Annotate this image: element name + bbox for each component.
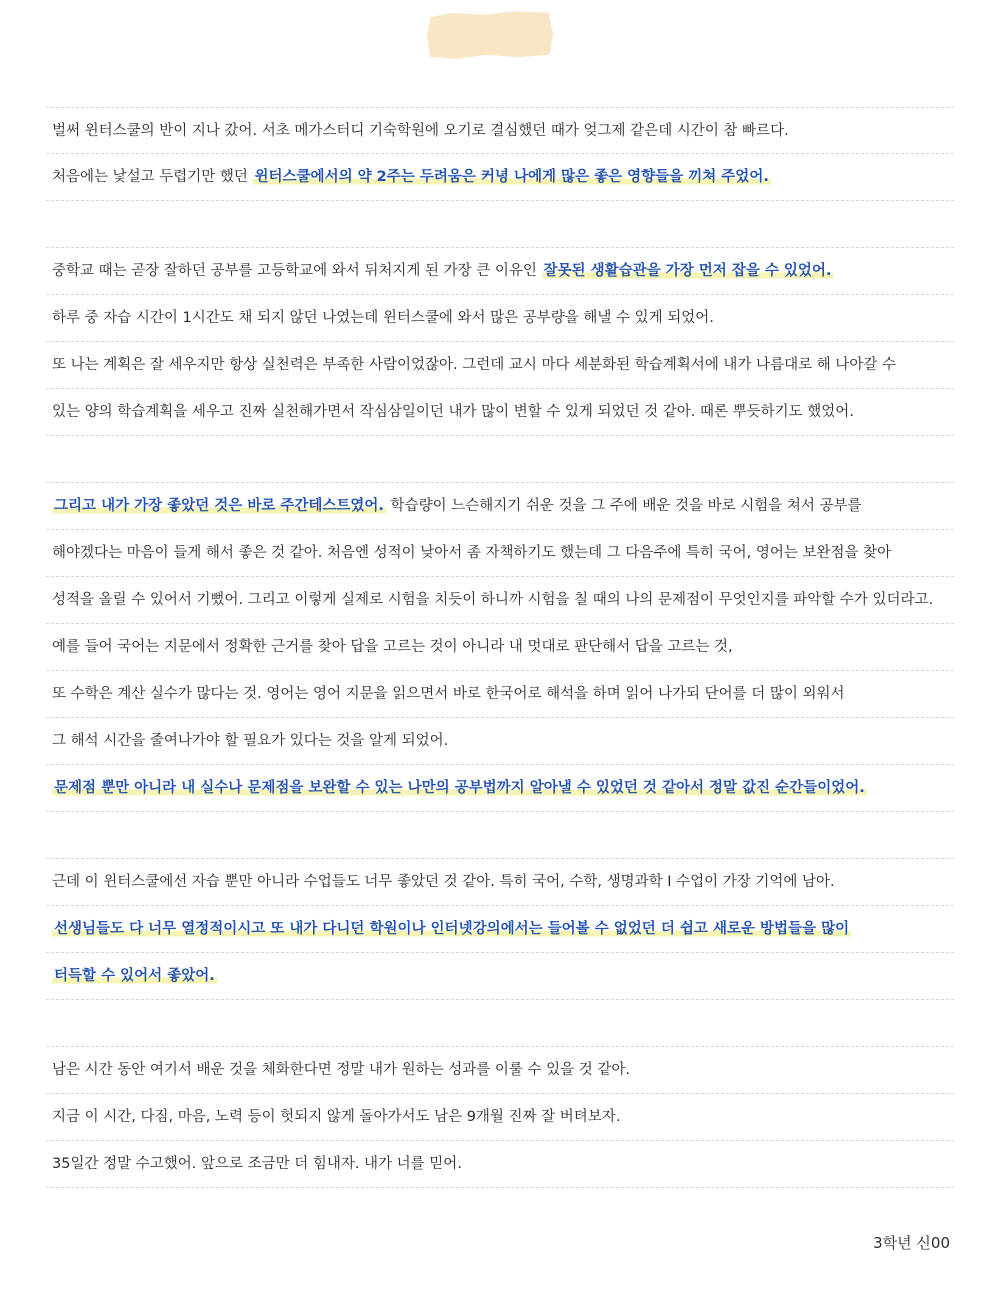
highlighted-text: 윈터스쿨에서의 약 2주는 두려움은 커녕 나에게 많은 좋은 영향들을 끼쳐 주었어. <box>254 169 769 185</box>
blank-line <box>46 812 954 859</box>
letter-line: 벌써 윈터스쿨의 반이 지나 갔어. 서초 메가스터디 기숙학원에 오기로 결심했던 때가 엊그제 같은데 시간이 참 빠르다. <box>46 107 954 154</box>
letter-line: 있는 양의 학습계획을 세우고 진짜 실천해가면서 작심삼일이던 내가 많이 변할 수 있게 되었던 것 같아. 때론 뿌듯하기도 했었어. <box>46 389 954 436</box>
blank-line <box>46 1000 954 1047</box>
letter-line: 또 나는 계획은 잘 세우지만 항상 실천력은 부족한 사람이었잖아. 그런데 교시 마다 세분화된 학습계획서에 내가 나름대로 해 나아갈 수 <box>46 342 954 389</box>
letter-line <box>46 953 954 1000</box>
letter-line: 그 해석 시간을 줄여나가야 할 필요가 있다는 것을 알게 되었어. <box>46 718 954 765</box>
blank-line <box>46 201 954 248</box>
letter-line: 예를 들어 국어는 지문에서 정확한 근거를 찾아 답을 고르는 것이 아니라 내 멋대로 판단해서 답을 고르는 것, <box>46 624 954 671</box>
highlighted-text: 터득할 수 있어서 좋았어. <box>54 968 215 984</box>
letter-body <box>46 107 954 1188</box>
tape-decoration <box>426 10 553 59</box>
letter-line <box>46 906 954 953</box>
letter-line: 또 수학은 계산 실수가 많다는 것. 영어는 영어 지문을 읽으면서 바로 한국어로 해석을 하며 읽어 나가되 단어를 더 많이 외워서 <box>46 671 954 718</box>
letter-line: 남은 시간 동안 여기서 배운 것을 체화한다면 정말 내가 원하는 성과를 이룰 수 있을 것 같아. <box>46 1047 954 1094</box>
highlighted-text: 그리고 내가 가장 좋았던 것은 바로 주간테스트였어. <box>54 498 384 514</box>
highlighted-text: 선생님들도 다 너무 열정적이시고 또 내가 다니던 학원이나 인터넷강의에서는 들어볼 수 없었던 더 쉽고 새로운 방법들을 많이 <box>54 921 850 937</box>
highlighted-text: 문제점 뿐만 아니라 내 실수나 문제점을 보완할 수 있는 나만의 공부법까지 알아낼 수 있었던 것 같아서 정말 값진 순간들이었어. <box>54 780 865 796</box>
blank-line <box>46 436 954 483</box>
letter-line: 35일간 정말 수고했어. 앞으로 조금만 더 힘내자. 내가 너를 믿어. <box>46 1141 954 1188</box>
signature: 3학년 신00 <box>873 1234 950 1252</box>
letter-line: 해야겠다는 마음이 들게 해서 좋은 것 같아. 처음엔 성적이 낮아서 좀 자책하기도 했는데 그 다음주에 특히 국어, 영어는 보완점을 찾아 <box>46 530 954 577</box>
letter-line: 하루 중 자습 시간이 1시간도 채 되지 않던 나였는데 윈터스쿨에 와서 많은 공부량을 해낼 수 있게 되었어. <box>46 295 954 342</box>
letter-line: 근데 이 윈터스쿨에선 자습 뿐만 아니라 수업들도 너무 좋았던 것 같아. 특히 국어, 수학, 생명과학 Ⅰ 수업이 가장 기억에 남아. <box>46 859 954 906</box>
letter-line: 그리고 내가 가장 좋았던 것은 바로 주간테스트였어. 학습량이 느슨해지기 쉬운 것을 그 주에 배운 것을 바로 시험을 쳐서 공부를 <box>46 483 954 530</box>
letter-line: 지금 이 시간, 다짐, 마음, 노력 등이 헛되지 않게 돌아가서도 남은 9개월 진짜 잘 버텨보자. <box>46 1094 954 1141</box>
letter-line: 처음에는 낯설고 두렵기만 했던 윈터스쿨에서의 약 2주는 두려움은 커녕 나에게 많은 좋은 영향들을 끼쳐 주었어. <box>46 154 954 201</box>
letter-line <box>46 765 954 812</box>
highlighted-text: 잘못된 생활습관을 가장 먼저 잡을 수 있었어. <box>543 263 832 279</box>
letter-line: 중학교 때는 곧장 잘하던 공부를 고등학교에 와서 뒤처지게 된 가장 큰 이유인 잘못된 생활습관을 가장 먼저 잡을 수 있었어. <box>46 248 954 295</box>
letter-line: 성적을 올릴 수 있어서 기뻤어. 그리고 이렇게 실제로 시험을 치듯이 하니까 시험을 칠 때의 나의 문제점이 무엇인지를 파악할 수가 있더라고. <box>46 577 954 624</box>
